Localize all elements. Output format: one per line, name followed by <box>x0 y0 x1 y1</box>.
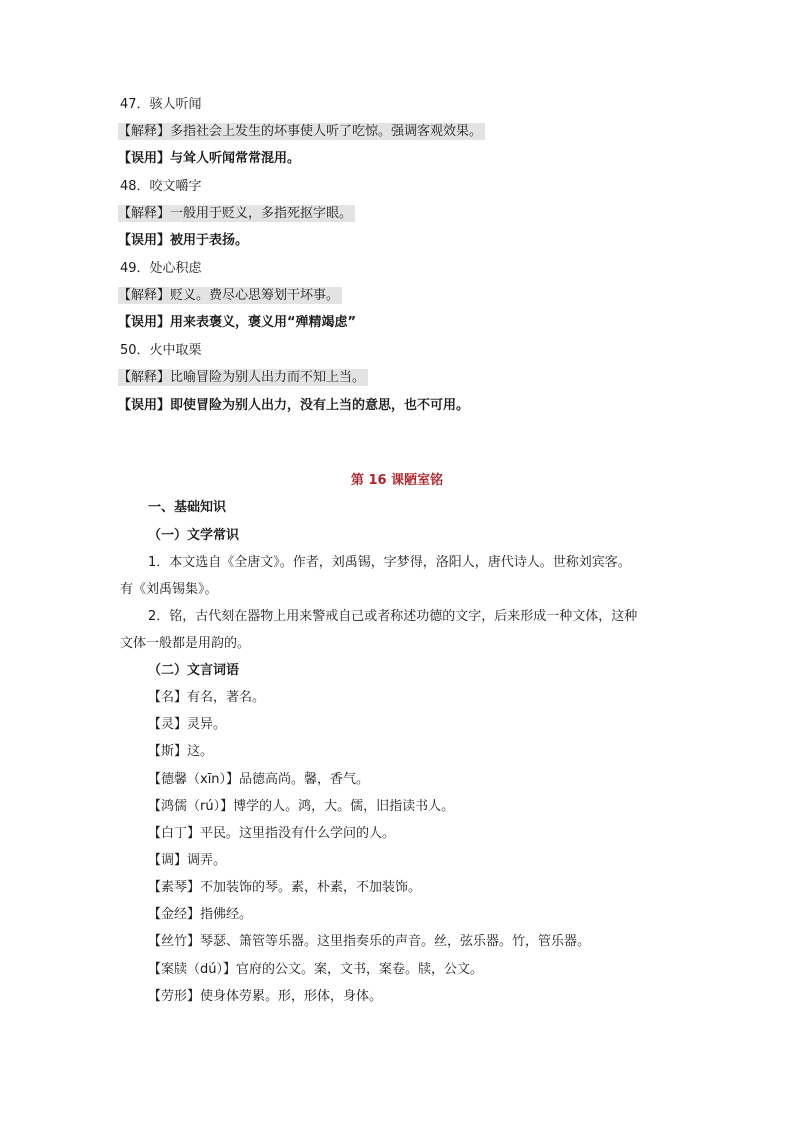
explanation-text: 【解释】一般用于贬义，多指死抠字眼。 <box>118 205 355 222</box>
explanation-text: 【解释】多指社会上发生的坏事使人听了吃惊。强调客观效果。 <box>118 123 485 140</box>
vocab-item: 【白丁】平民。这里指没有什么学问的人。 <box>148 826 396 841</box>
section-heading: 一、基础知识 <box>148 500 227 515</box>
idiom-heading <box>120 341 202 361</box>
idiom-heading <box>120 259 202 279</box>
idiom-misuse: 【误用】与耸人听闻常常混用。 <box>118 151 301 166</box>
knowledge-line: 1．本文选自《全唐文》。作者，刘禹锡，字梦得，洛阳人，唐代诗人。世称刘宾客。 <box>148 555 631 570</box>
vocab-item: 【名】有名，著名。 <box>148 690 266 705</box>
subsection-heading: （二）文言词语 <box>148 663 240 678</box>
idiom-heading <box>120 177 202 197</box>
idiom-number: 50． <box>120 343 150 358</box>
vocab-item: 【素琴】不加装饰的琴。素，朴素，不加装饰。 <box>148 880 422 895</box>
idiom-explanation <box>118 122 485 142</box>
vocab-item: 【斯】这。 <box>148 744 214 759</box>
idiom-term: 咬文嚼字 <box>149 179 202 194</box>
knowledge-line: 2．铭，古代刻在器物上用来警戒自己或者称述功德的文字，后来形成一种文体，这种 <box>148 609 638 624</box>
subsection-heading: （一）文学常识 <box>148 528 240 543</box>
knowledge-line: 文体一般都是用韵的。 <box>120 636 251 651</box>
idiom-term: 火中取栗 <box>149 343 202 358</box>
idiom-explanation <box>118 204 355 224</box>
vocab-item: 【丝竹】琴瑟、箫管等乐器。这里指奏乐的声音。丝，弦乐器。竹，管乐器。 <box>148 934 591 949</box>
lesson-title: 第 16 课陋室铭 <box>350 473 444 488</box>
idiom-term: 处心积虑 <box>149 261 202 276</box>
vocab-item: 【案牍（dú）】官府的公文。案，文书，案卷。牍，公文。 <box>148 962 483 977</box>
idiom-misuse: 【误用】即使冒险为别人出力，没有上当的意思，也不可用。 <box>118 398 470 413</box>
explanation-text: 【解释】贬义。费尽心思筹划干坏事。 <box>118 287 342 304</box>
knowledge-line: 有《刘禹锡集》。 <box>120 582 218 597</box>
idiom-misuse: 【误用】用来表褒义，褒义用“殚精竭虑” <box>118 315 357 330</box>
idiom-explanation <box>118 368 368 388</box>
idiom-term: 骇人听闻 <box>149 97 202 112</box>
idiom-misuse: 【误用】被用于表扬。 <box>118 233 249 248</box>
explanation-text: 【解释】比喻冒险为别人出力而不知上当。 <box>118 369 368 386</box>
vocab-item: 【调】调弄。 <box>148 853 227 868</box>
idiom-number: 48． <box>120 179 150 194</box>
vocab-item: 【德馨（xīn）】品德高尚。馨，香气。 <box>148 772 370 787</box>
vocab-item: 【鸿儒（rú）】博学的人。鸿，大。儒，旧指读书人。 <box>148 799 455 814</box>
idiom-number: 49． <box>120 261 150 276</box>
vocab-item: 【灵】灵异。 <box>148 717 227 732</box>
vocab-item: 【劳形】使身体劳累。形，形体，身体。 <box>148 989 383 1004</box>
idiom-heading <box>120 95 202 115</box>
vocab-item: 【金经】指佛经。 <box>148 907 253 922</box>
idiom-number: 47． <box>120 97 150 112</box>
idiom-explanation <box>118 286 342 306</box>
